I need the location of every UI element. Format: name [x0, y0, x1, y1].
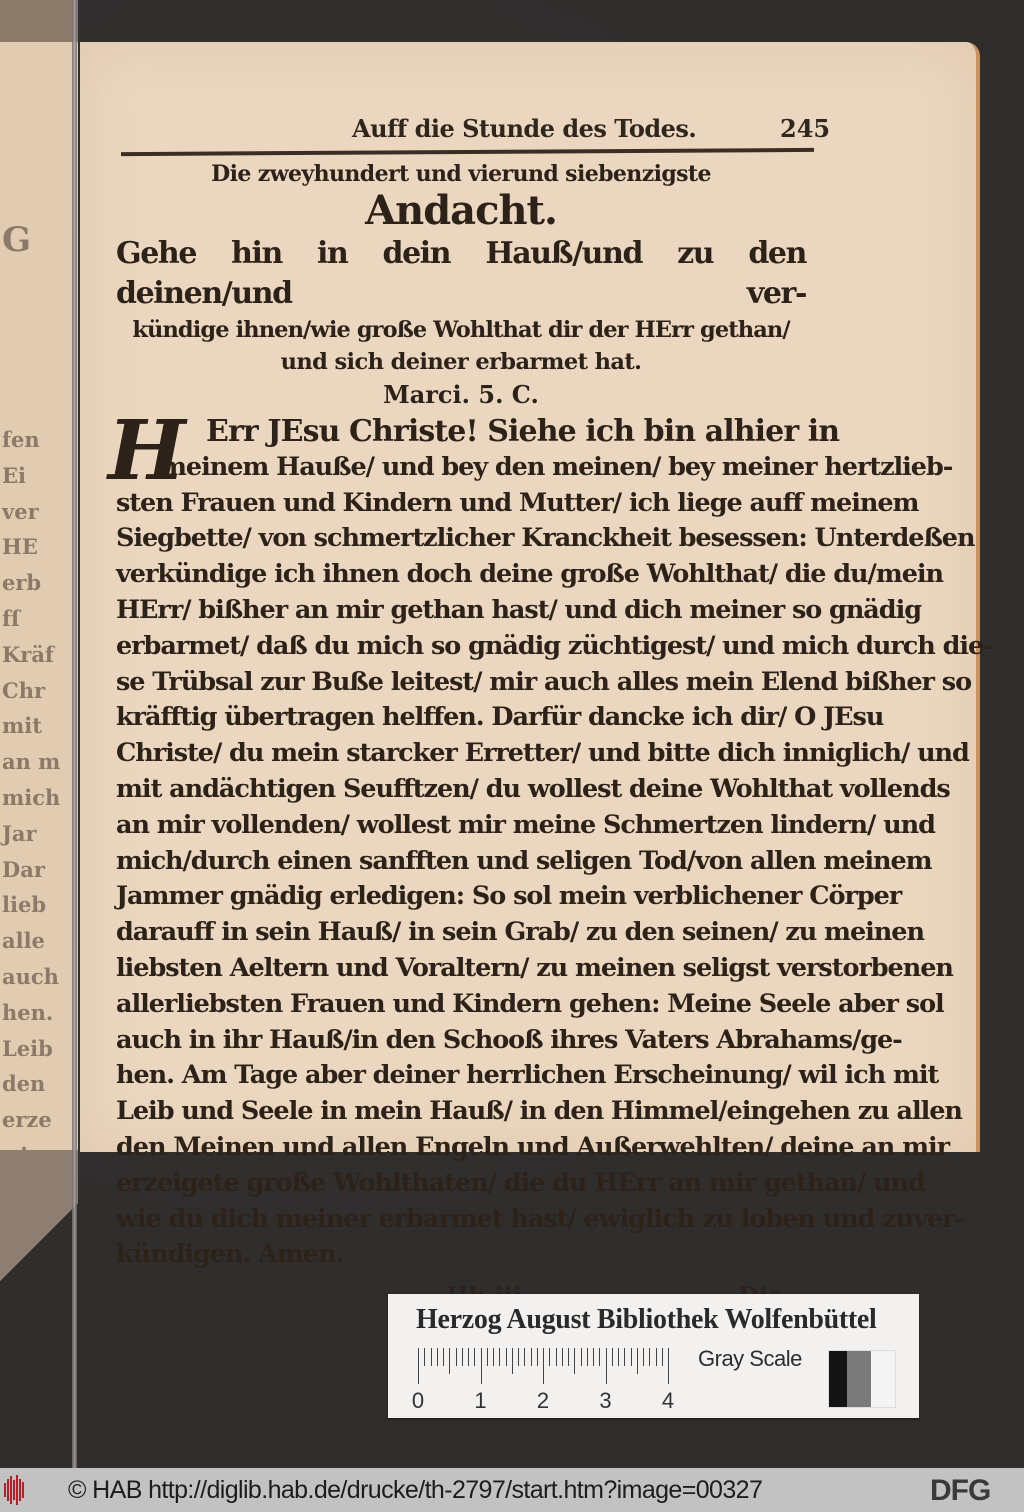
ruler-tick [587, 1348, 588, 1366]
page-number: 245 [780, 114, 831, 143]
ruler-tick [643, 1348, 644, 1366]
ruler-tick [556, 1348, 557, 1366]
facing-page-text-fragment: G [2, 220, 32, 260]
facing-page-text-fragment: Leib [2, 1035, 53, 1061]
body-line: auch in ihr Hauß/in den Schooß ihres Vaters Abrahams/ge- [116, 1024, 902, 1055]
ruler-tick [518, 1348, 519, 1366]
facing-page-text-fragment: ver [2, 498, 39, 524]
ruler-tick [612, 1348, 613, 1366]
body-line: meinem Hauße/ und bey den meinen/ bey meiner hertzlieb- [160, 451, 953, 482]
ruler-tick [474, 1348, 475, 1366]
ruler-label: 1 [474, 1388, 487, 1413]
body-line: allerliebsten Frauen und Kindern gehen: Meine Seele aber sol [116, 988, 944, 1019]
ruler-tick [549, 1348, 550, 1366]
facing-page-fragment [0, 42, 78, 1150]
left-glass-plate-top [0, 0, 78, 42]
facing-page-text-fragment: Jar [2, 820, 37, 846]
facing-page-text-fragment: fſ [2, 606, 21, 631]
body-line: den Meinen und allen Engeln und Außerwehlten/ deine an mir [116, 1131, 950, 1162]
facing-page-text-fragment: erb [2, 570, 42, 596]
ruler-tick [499, 1348, 500, 1366]
ruler-tick [656, 1348, 657, 1366]
body-line: sten Frauen und Kindern und Mutter/ ich liege auff meinem [116, 487, 919, 518]
ruler-tick [468, 1348, 469, 1366]
ruler-tick [649, 1348, 650, 1366]
page-gutter [72, 0, 77, 1468]
ruler-tick [568, 1348, 569, 1366]
ruler-tick [574, 1348, 575, 1374]
verse-line-2: kündige ihnen/wie große Wohlthat dir der HErr gethan/ [132, 317, 790, 343]
ordinal-heading: Die zweyhundert und vierund siebenzigste [211, 161, 711, 187]
ruler-tick [506, 1348, 507, 1366]
ruler-tick [443, 1348, 444, 1366]
hab-logo-icon [4, 1475, 26, 1505]
ruler-tick [437, 1348, 438, 1366]
body-line: erzeigete große Wohlthaten/ die du HErr an mir gethan/ und [116, 1167, 925, 1198]
ruler-tick [631, 1348, 632, 1366]
ruler-tick [462, 1348, 463, 1366]
body-line: Siegbette/ von schmertzlicher Kranckheit besessen: Unterdeßen [116, 523, 975, 554]
ruler-tick [481, 1348, 482, 1384]
ruler-tick [662, 1348, 663, 1366]
facing-page-text-fragment: auch [2, 964, 59, 989]
body-line: wie du dich meiner erbarmet hast/ ewiglich zu loben und zuver- [116, 1203, 964, 1234]
swatch-gray [847, 1351, 871, 1407]
devotion-text [108, 156, 993, 1315]
ruler-tick [524, 1348, 525, 1366]
ruler-tick [599, 1348, 600, 1366]
ruler-label: 4 [661, 1388, 675, 1413]
facing-page-text-fragment: alle [2, 928, 45, 954]
body-line: Jammer gnädig erledigen: So sol mein verblichener Cörper [116, 881, 902, 912]
ruler-tick [431, 1348, 432, 1366]
body-line: erbarmet/ daß du mich so gnädig züchtigest/ und mich durch die- [116, 630, 993, 661]
section-heading: Andacht. [365, 187, 557, 234]
ruler-tick [424, 1348, 425, 1366]
body-line: HErr/ bißher an mir gethan hast/ und dich meiner so gnädig [116, 594, 921, 625]
running-title: Auff die Stunde des Todes. [352, 114, 697, 143]
ruler-tick [531, 1348, 532, 1366]
header-rule [121, 148, 814, 156]
facing-page-text-fragment: fen [2, 427, 40, 452]
gray-scale-label: Gray Scale [698, 1346, 802, 1371]
ruler-label: 2 [536, 1388, 550, 1413]
verse-reference: Marci. 5. C. [383, 380, 539, 409]
facing-page-text-fragment: an m [2, 749, 61, 775]
ruler-tick [487, 1348, 488, 1366]
dfg-logo: DFG [930, 1474, 991, 1507]
body-line: an mir vollenden/ wollest mir meine Schmertzen lindern/ und [116, 809, 935, 840]
ruler-tick [624, 1348, 625, 1366]
body-line: verkündige ich ihnen doch deine große Wohlthat/ die du/mein [116, 559, 944, 590]
body-line: hen. Am Tage aber deiner herrlichen Erscheinung/ wil ich mit [116, 1060, 939, 1091]
ruler-tick [543, 1348, 544, 1384]
facing-page-text-fragment: mit [2, 713, 42, 739]
body-line: Leib und Seele in mein Hauß/ in den Himmel/eingehen zu allen [116, 1096, 962, 1127]
ruler-tick [593, 1348, 594, 1366]
ruler-tick [418, 1348, 419, 1384]
ruler-label: 3 [599, 1388, 612, 1413]
measurement-ruler [411, 1348, 675, 1413]
footer-bar [0, 1468, 1024, 1512]
ruler-tick [637, 1348, 638, 1374]
left-glass-plate-bottom [0, 1150, 78, 1400]
facing-page-text-fragment: erze [2, 1107, 52, 1133]
body-line: kündigen. Amen. [116, 1239, 344, 1270]
ruler-tick [456, 1348, 457, 1366]
gray-scale-swatches [828, 1350, 896, 1408]
verse-line-1: Gehe hin in dein Hauß/und zu den deinen/und ver- [116, 236, 806, 311]
copyright-url[interactable]: © HAB http://diglib.hab.de/drucke/th-2797/start.htm?image=00327 [68, 1476, 763, 1504]
facing-page-text-fragment: Ei [2, 462, 26, 488]
body-line: mit andächtigen Seufftzen/ du wollest deine Wohlthat vollends [116, 773, 950, 804]
running-head [120, 114, 831, 148]
ruler-tick [512, 1348, 513, 1374]
ruler-tick [537, 1348, 538, 1366]
body-line: liebsten Aeltern und Voraltern/ zu meinen seligst verstorbenen [116, 952, 953, 983]
facing-page-text-fragment: mich [2, 785, 61, 810]
body-line: Err JEsu Christe! Siehe ich bin alhier in [206, 414, 840, 449]
drop-cap-initial: H [108, 403, 186, 499]
ruler-tick [449, 1348, 450, 1374]
facing-page-text-fragment: lieb [2, 892, 46, 918]
body-line: Christe/ du mein starcker Erretter/ und bitte dich inniglich/ und [116, 738, 969, 769]
prayer-body [108, 403, 993, 1273]
facing-page-text-fragment: hen. [2, 999, 54, 1025]
swatch-black [829, 1351, 847, 1407]
color-target-card [388, 1294, 919, 1418]
body-line: darauff in sein Hauß/ in sein Grab/ zu den seinen/ zu meinen [116, 917, 924, 948]
ruler-tick [493, 1348, 494, 1366]
book-page [80, 42, 993, 1270]
ruler-tick [606, 1348, 607, 1384]
facing-page-text-fragment: Kräf [2, 641, 54, 667]
body-line: se Trübsal zur Buße leitest/ mir auch alles mein Elend bißher so [116, 666, 972, 697]
ruler-tick [618, 1348, 619, 1366]
institution-name: Herzog August Bibliothek Wolfenbüttel [416, 1304, 877, 1335]
facing-page-text-fragment: HE [2, 534, 38, 560]
body-line: kräfftig übertragen helffen. Darfür dancke ich dir/ O JEsu [116, 702, 884, 733]
ruler-label: 0 [411, 1388, 425, 1413]
facing-page-text-fragment: Dar [2, 856, 45, 882]
body-line: mich/durch einen sanfften und seligen Tod/von allen meinem [116, 845, 932, 876]
ruler-tick [562, 1348, 563, 1366]
ruler-tick [581, 1348, 582, 1366]
verse-line-3: und sich deiner erbarmet hat. [280, 349, 642, 375]
facing-page-text-fragment: Chr [2, 677, 46, 703]
ruler-tick [668, 1348, 669, 1384]
swatch-white [871, 1351, 895, 1407]
facing-page-text-fragment: den [2, 1071, 46, 1097]
